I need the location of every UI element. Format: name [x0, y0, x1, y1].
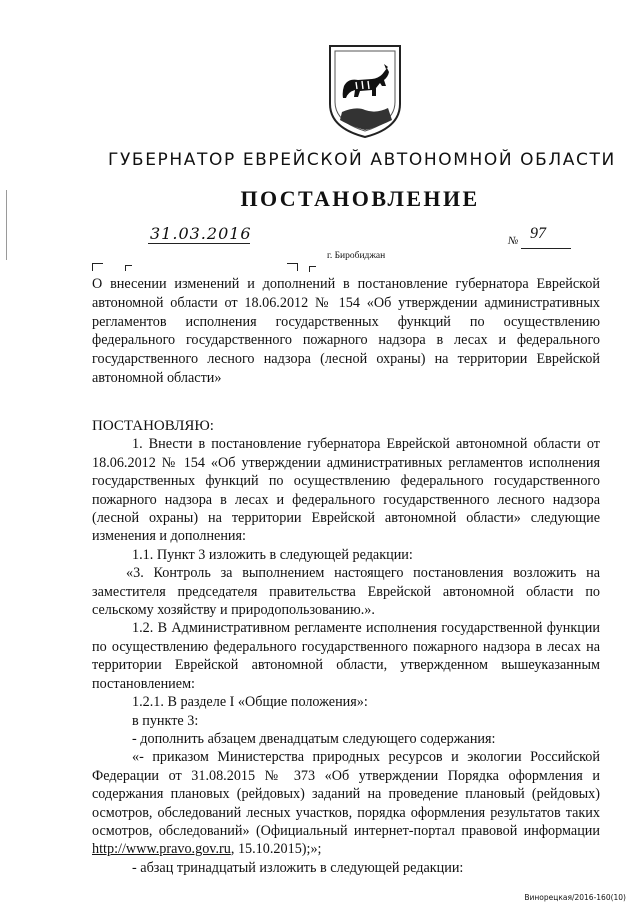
paragraph-quote: [92, 748, 600, 858]
document-type-heading: ПОСТАНОВЛЕНИЕ: [240, 186, 480, 211]
city-label: г. Биробиджан: [327, 251, 386, 261]
document-body: [92, 417, 600, 877]
organization-heading: ГУБЕРНАТОР ЕВРЕЙСКОЙ АВТОНОМНОЙ ОБЛАСТИ: [108, 150, 616, 170]
paragraph-1-2: 1.2. В Административном регламенте исполнения государственной функции по осуществлению федерального государственного пожарного надзора в лесах на территории Еврейской автономной области, утвержденном вышеуказанным постановлением:: [92, 620, 600, 692]
pravo-link[interactable]: http://www.pravo.gov.ru: [92, 841, 231, 858]
footer-code: Винорецкая/2016-160(10): [524, 893, 626, 902]
paragraph-add-12: - дополнить абзацем двенадцатым следующего содержания:: [132, 730, 496, 747]
document-title: О внесении изменений и дополнений в постановление губернатора Еврейской автономной области от 18.06.2012 № 154 «Об утверждении административных регламентов исполнения государственных функций по осуществлению федерального государственного пожарного надзора в лесах и федерального государственного лесного надзора (лесной охраны) на территории Еврейской автономной области»: [92, 276, 600, 386]
paragraph-abz-13: - абзац тринадцатый изложить в следующей редакции:: [132, 859, 464, 876]
quote-text: «- приказом Министерства природных ресурсов и экологии Российской Федерации от 31.08.2015 № 373 «Об утверждении Порядка оформления и содержания плановых (рейдовых) заданий на проведение плановый (рейдовых) осмотров, обследований лесных участков, порядка оформления результатов таких осмотров, обследований» (Официальный интернет-портал правовой информации: [92, 749, 600, 839]
paragraph-1-2-1: 1.2.1. В разделе I «Общие положения»:: [132, 694, 368, 711]
date-underline: [148, 243, 250, 244]
document-date: 31.03.2016: [150, 224, 252, 243]
quote-text-end: , 15.10.2015);»;: [230, 841, 322, 858]
paragraph-item-3: в пункте 3:: [132, 712, 199, 729]
paragraph-1: 1. Внести в постановление губернатора Еврейской автономной области от 18.06.2012 № 154 «Об утверждении административных регламентов исполнения государственных функций по осуществлению федерального государственного пожарного надзора в лесах и федерального государственного лесного надзора (лесной охраны) на территории Еврейской автономной области» следующие изменения и дополнения:: [92, 436, 600, 545]
paragraph-1-1: 1.1. Пункт 3 изложить в следующей редакции:: [132, 546, 413, 563]
title-corner-mark: [92, 263, 103, 271]
paragraph-1-1-text: «3. Контроль за выполнением настоящего постановления возложить на заместителя председателя правительства Еврейской автономной области по сельскому хозяйству и природопользованию.».: [92, 565, 600, 619]
title-corner-mark: [309, 266, 316, 272]
document-number: 97: [530, 225, 546, 242]
number-label: №: [508, 235, 519, 247]
number-underline: [521, 248, 571, 249]
title-corner-mark: [125, 265, 132, 271]
coat-of-arms-emblem: [326, 42, 404, 140]
resolve-heading: ПОСТАНОВЛЯЮ:: [92, 418, 214, 434]
title-corner-mark: [287, 263, 298, 271]
